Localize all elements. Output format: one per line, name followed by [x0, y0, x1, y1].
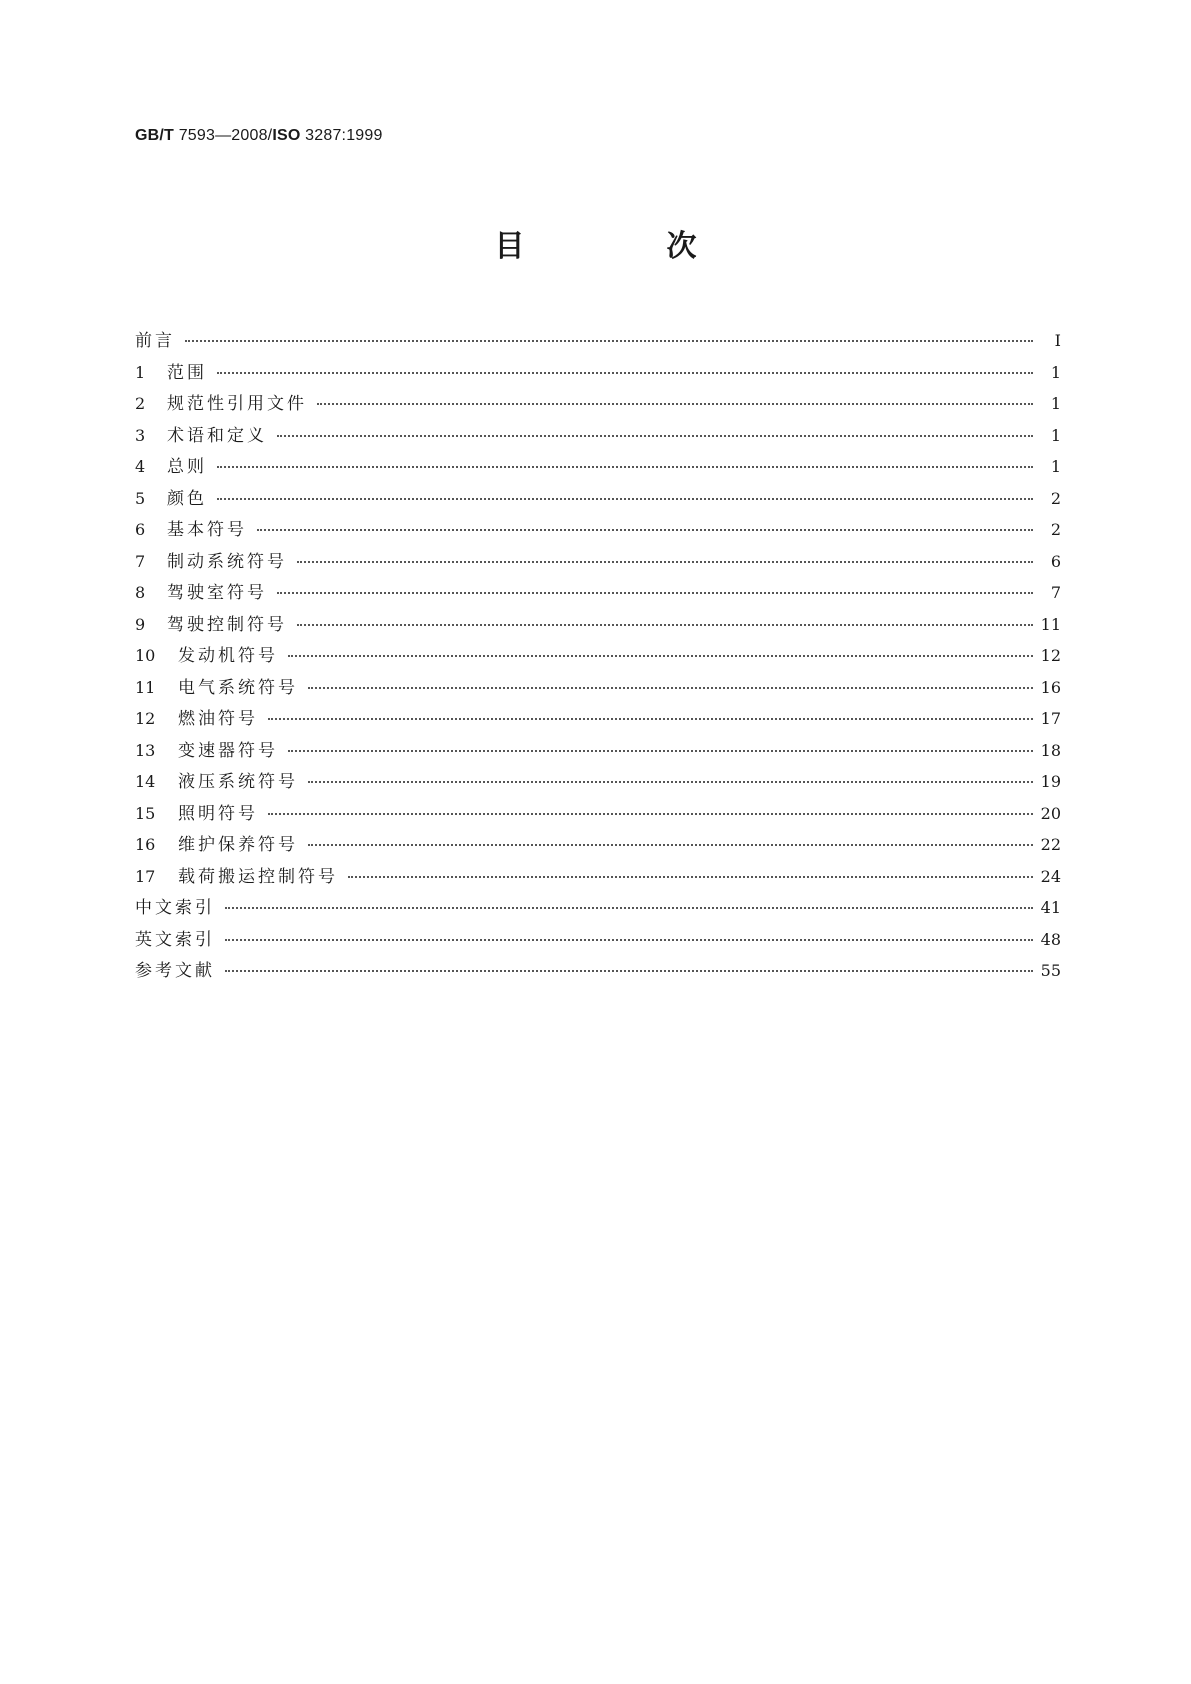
- toc-dot-leader: [217, 498, 1033, 500]
- toc-entry-number: 5: [135, 488, 146, 508]
- iso-number: 3287:1999: [305, 127, 383, 144]
- iso-prefix: ISO: [272, 127, 301, 144]
- toc-entry-number: 7: [135, 551, 146, 571]
- toc-entry[interactable]: [135, 425, 1061, 457]
- toc-dot-leader: [185, 340, 1033, 342]
- toc-dot-leader: [277, 435, 1033, 437]
- toc-entry-page: 1: [1050, 362, 1061, 382]
- toc-entry-number: 1: [135, 362, 146, 382]
- toc-entry-label: 英文索引: [135, 929, 215, 950]
- toc-entry[interactable]: [135, 897, 1061, 929]
- toc-entry[interactable]: [135, 614, 1061, 646]
- toc-dot-leader: [317, 403, 1033, 405]
- toc-dot-leader: [288, 750, 1033, 752]
- toc-entry-label: 燃油符号: [178, 709, 258, 729]
- toc-entry-label: 变速器符号: [178, 740, 278, 761]
- toc-entry-label: 维护保养符号: [178, 835, 298, 855]
- toc-entry[interactable]: [135, 519, 1061, 551]
- toc-entry-page: 6: [1050, 551, 1061, 571]
- toc-entry-number: 6: [135, 520, 146, 539]
- toc-dot-leader: [308, 844, 1033, 846]
- toc-entry-label: 规范性引用文件: [167, 394, 307, 414]
- toc-dot-leader: [217, 466, 1033, 468]
- page-title: 目 次: [494, 229, 753, 264]
- toc-entry-number: 16: [135, 835, 156, 854]
- toc-dot-leader: [308, 687, 1033, 689]
- toc-dot-leader: [297, 624, 1033, 626]
- toc-dot-leader: [308, 781, 1033, 783]
- toc-entry-number: 12: [135, 709, 156, 728]
- toc-entry-label: 基本符号: [167, 520, 247, 540]
- toc-entry-page: 2: [1050, 520, 1061, 539]
- toc-entry-label: 术语和定义: [167, 425, 267, 446]
- toc-dot-leader: [268, 813, 1033, 815]
- toc-entry-page: 12: [1040, 646, 1061, 665]
- toc-entry-page: 55: [1040, 961, 1061, 980]
- toc-entry[interactable]: [135, 551, 1061, 583]
- toc-entry-number: 14: [135, 772, 156, 791]
- toc-entry-number: 13: [135, 740, 156, 760]
- toc-dot-leader: [268, 718, 1033, 720]
- toc-entry-page: 20: [1040, 803, 1061, 823]
- toc-entry-label: 载荷搬运控制符号: [178, 866, 338, 887]
- toc-entry[interactable]: [135, 834, 1061, 866]
- toc-entry[interactable]: [135, 677, 1061, 709]
- toc-entry-number: 3: [135, 425, 146, 445]
- toc-dot-leader: [348, 876, 1033, 878]
- toc-dot-leader: [297, 561, 1033, 563]
- toc-entry[interactable]: [135, 740, 1061, 772]
- toc-entry-label: 电气系统符号: [178, 677, 298, 698]
- toc-entry-number: 2: [135, 394, 146, 413]
- toc-entry-label: 驾驶室符号: [167, 583, 267, 603]
- toc-dot-leader: [257, 529, 1033, 531]
- toc-entry[interactable]: [135, 771, 1061, 803]
- toc-entry-number: 10: [135, 646, 156, 665]
- toc-entry-page: 7: [1050, 583, 1061, 602]
- standard-code: [135, 126, 383, 146]
- toc-entry-page: Ⅰ: [1054, 331, 1061, 350]
- toc-entry-label: 前言: [135, 331, 175, 351]
- toc-entry-page: 1: [1050, 394, 1061, 413]
- toc-entry-page: 11: [1040, 614, 1061, 634]
- toc-entry-label: 液压系统符号: [178, 772, 298, 792]
- toc-entry-page: 18: [1040, 740, 1061, 760]
- toc-entry-label: 照明符号: [178, 803, 258, 824]
- toc-entry-page: 1: [1050, 457, 1061, 476]
- toc-entry-number: 9: [135, 614, 146, 634]
- toc-entry-label: 制动系统符号: [167, 551, 287, 572]
- toc-entry-number: 15: [135, 803, 156, 823]
- toc-entry-page: 24: [1040, 866, 1061, 886]
- toc-entry[interactable]: [135, 803, 1061, 835]
- toc-entry[interactable]: [135, 645, 1061, 677]
- toc-dot-leader: [225, 970, 1033, 972]
- toc-entry-number: 4: [135, 457, 146, 476]
- toc-entry[interactable]: [135, 488, 1061, 520]
- toc-entry-number: 17: [135, 866, 156, 886]
- toc-entry[interactable]: [135, 929, 1061, 961]
- toc-entry-page: 22: [1040, 835, 1061, 854]
- std-number: 7593—2008/: [178, 127, 273, 144]
- toc-entry[interactable]: [135, 330, 1061, 362]
- toc-dot-leader: [288, 655, 1033, 657]
- toc-entry-page: 1: [1050, 425, 1061, 445]
- toc-entry-label: 总则: [167, 457, 207, 477]
- toc-entry[interactable]: [135, 866, 1061, 898]
- toc-entry-label: 颜色: [167, 488, 207, 509]
- toc-entry-label: 参考文献: [135, 961, 215, 981]
- toc-dot-leader: [225, 907, 1033, 909]
- toc-entry[interactable]: [135, 960, 1061, 992]
- toc-entry-number: 11: [135, 677, 156, 697]
- toc-entry-label: 范围: [167, 362, 207, 383]
- toc-entry-page: 48: [1040, 929, 1061, 949]
- table-of-contents: [135, 330, 1061, 992]
- toc-entry[interactable]: [135, 362, 1061, 394]
- toc-entry-page: 2: [1050, 488, 1061, 508]
- std-prefix: GB/T: [135, 127, 175, 144]
- toc-entry-page: 19: [1040, 772, 1061, 791]
- toc-entry-page: 17: [1040, 709, 1061, 728]
- toc-entry-label: 驾驶控制符号: [167, 614, 287, 635]
- toc-entry-page: 41: [1040, 898, 1061, 917]
- toc-entry-page: 16: [1040, 677, 1061, 697]
- toc-dot-leader: [225, 939, 1033, 941]
- toc-dot-leader: [277, 592, 1033, 594]
- toc-entry[interactable]: [135, 582, 1061, 614]
- toc-entry[interactable]: [135, 393, 1061, 425]
- toc-entry-label: 中文索引: [135, 898, 215, 918]
- toc-dot-leader: [217, 372, 1033, 374]
- toc-entry-number: 8: [135, 583, 146, 602]
- toc-entry[interactable]: [135, 708, 1061, 740]
- toc-entry[interactable]: [135, 456, 1061, 488]
- toc-entry-label: 发动机符号: [178, 646, 278, 666]
